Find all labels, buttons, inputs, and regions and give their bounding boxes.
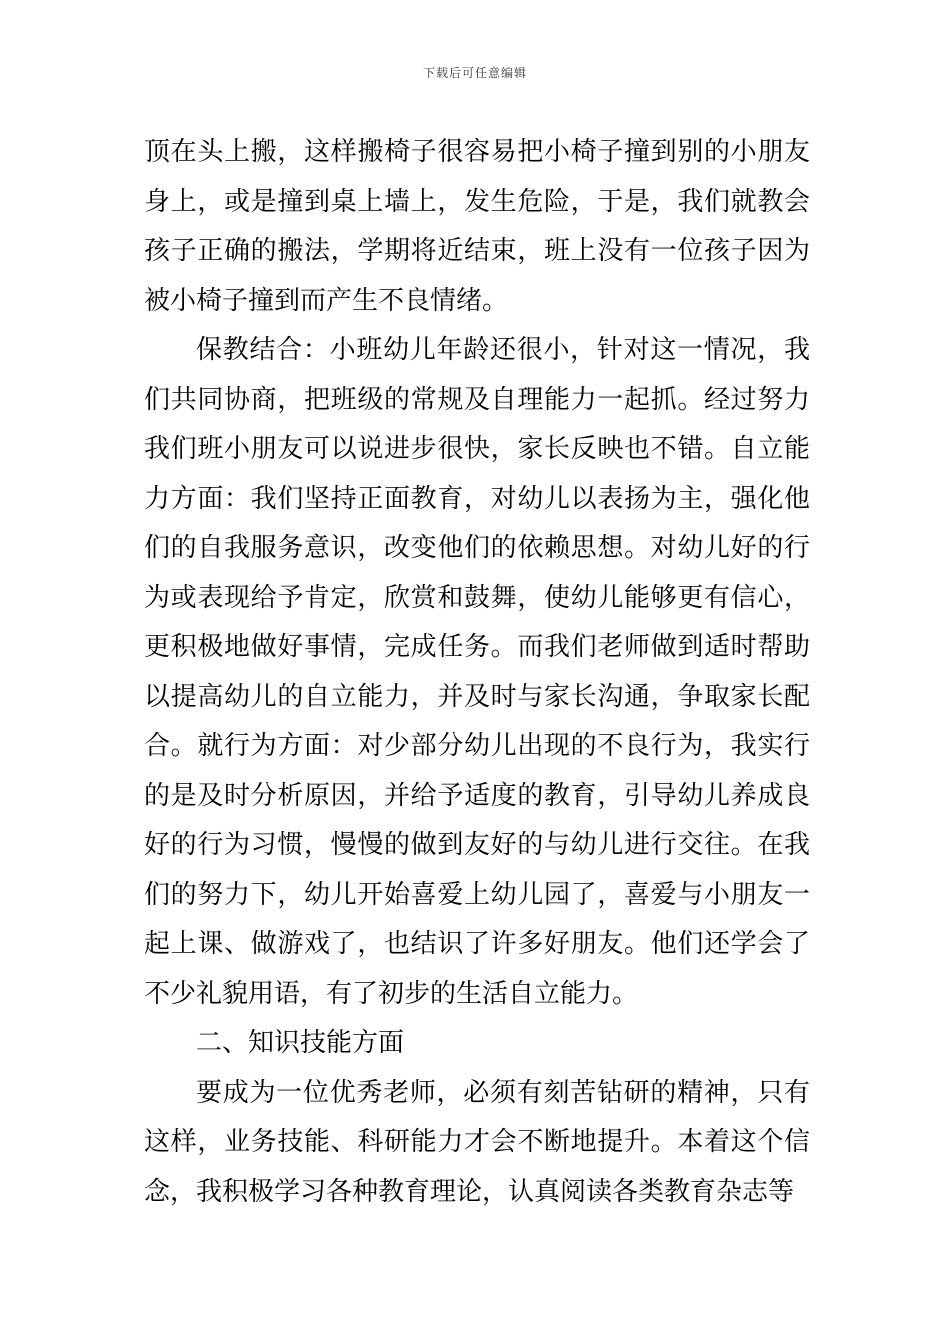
- paragraph-care-education: 保教结合：小班幼儿年龄还很小，针对这一情况，我们共同协商，把班级的常规及自理能力一起抓。经过努力我们班小朋友可以说进步很快，家长反映也不错。自立能力方面：我们坚持正面教育，对幼儿以表扬为主，强化他们的自我服务意识，改变他们的依赖思想。对幼儿好的行为或表现给予肯定，欣赏和鼓舞，使幼儿能够更有信心，更积极地做好事情，完成任务。而我们老师做到适时帮助以提高幼儿的自立能力，并及时与家长沟通，争取家长配合。就行为方面：对少部分幼儿出现的不良行为，我实行的是及时分析原因，并给予适度的教育，引导幼儿养成良好的行为习惯，慢慢的做到友好的与幼儿进行交往。在我们的努力下，幼儿开始喜爱上幼儿园了，喜爱与小朋友一起上课、做游戏了，也结识了许多好朋友。他们还学会了不少礼貌用语，有了初步的生活自立能力。: [144, 335, 810, 1009]
- paragraph-continuation: 顶在头上搬，这样搬椅子很容易把小椅子撞到别的小朋友身上，或是撞到桌上墙上，发生危险，于是，我们就教会孩子正确的搬法，学期将近结束，班上没有一位孩子因为被小椅子撞到而产生不良情绪。: [144, 137, 810, 316]
- document-body: [144, 128, 810, 1217]
- section-heading-knowledge-skills: 二、知识技能方面: [196, 1028, 405, 1058]
- page-header: 下载后可任意编辑: [422, 66, 527, 80]
- paragraph-excellent-teacher: 要成为一位优秀老师，必须有刻苦钻研的精神，只有这样，业务技能、科研能力才会不断地提升。本着这个信念，我积极学习各种教育理论，认真阅读各类教育杂志等: [144, 1077, 810, 1207]
